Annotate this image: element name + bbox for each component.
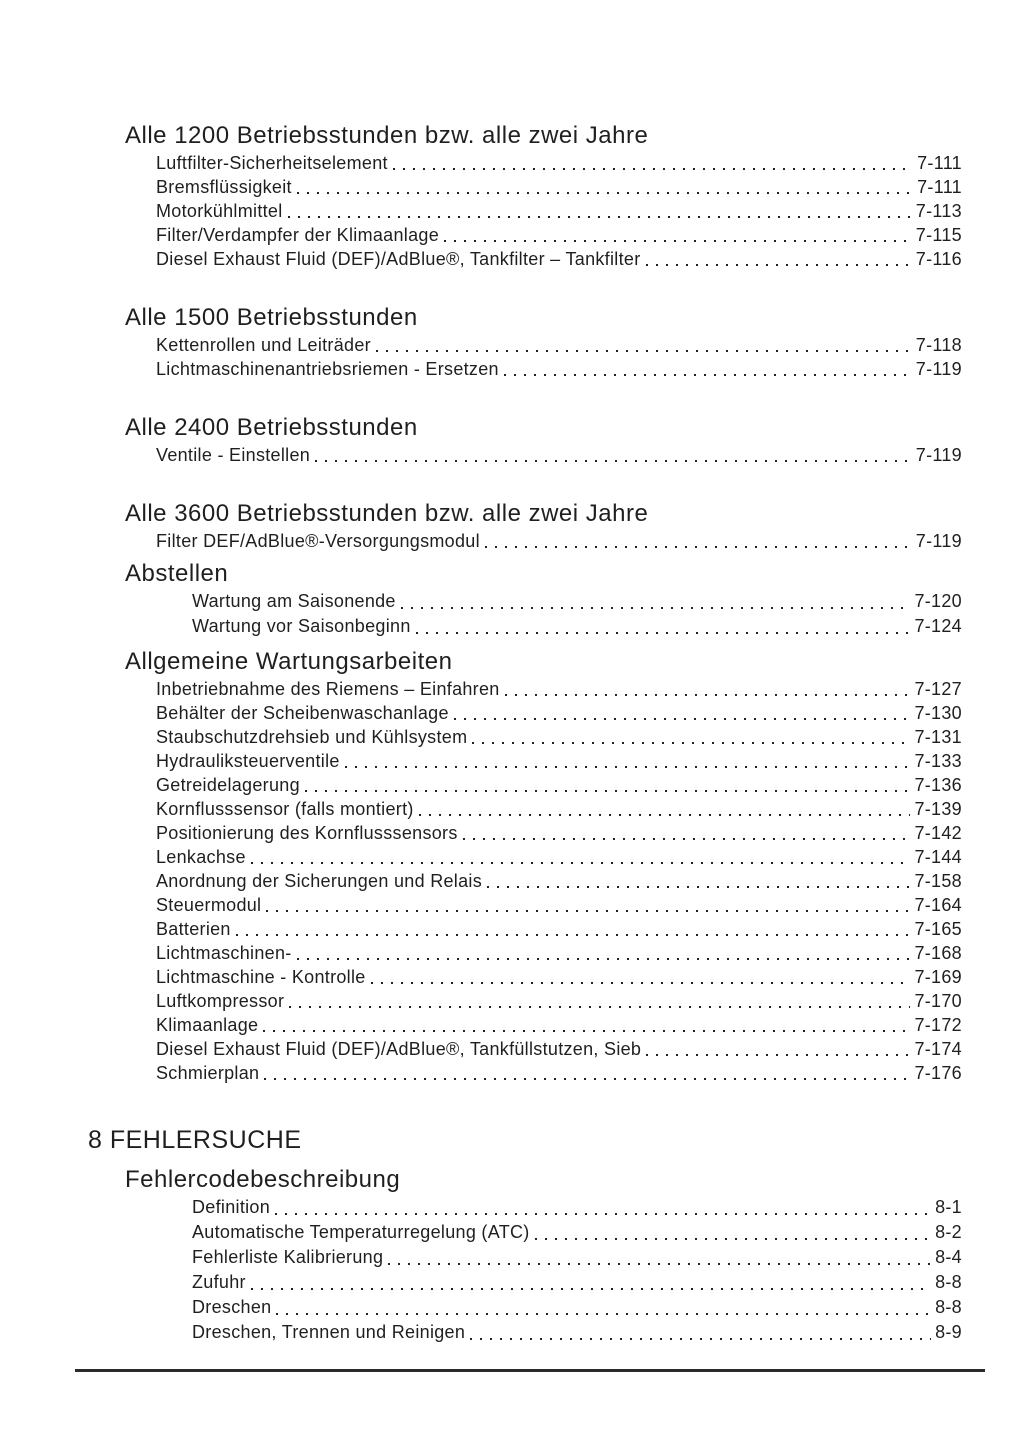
toc-entry-page: 8-4 xyxy=(935,1247,962,1267)
dot-leader xyxy=(251,1288,931,1290)
table-of-contents xyxy=(88,121,962,1345)
toc-entry-page: 8-1 xyxy=(935,1197,962,1217)
dot-leader xyxy=(646,1054,910,1056)
toc-section-alle-1500 xyxy=(88,303,962,381)
toc-entry xyxy=(156,749,962,773)
dot-leader xyxy=(646,264,912,266)
toc-entry-page: 7-119 xyxy=(915,359,962,379)
toc-entry xyxy=(156,797,962,821)
toc-entry-title: Lichtmaschinen- xyxy=(156,943,292,963)
toc-entry-page: 7-130 xyxy=(914,703,962,723)
dot-leader xyxy=(504,374,912,376)
section-heading: Alle 1500 Betriebsstunden xyxy=(125,304,418,331)
toc-entry-title: Staubschutzdrehsieb und Kühlsystem xyxy=(156,727,468,747)
toc-entry-page: 7-170 xyxy=(914,991,962,1011)
toc-entry-page: 7-136 xyxy=(914,775,962,795)
dot-leader xyxy=(275,1213,931,1215)
toc-entry xyxy=(156,989,962,1013)
toc-entry xyxy=(156,917,962,941)
toc-entry-title: Hydrauliksteuerventile xyxy=(156,751,340,771)
toc-entry-title: Anordnung der Sicherungen und Relais xyxy=(156,871,483,891)
toc-entry-page: 8-8 xyxy=(935,1272,962,1292)
toc-entry-title: Lichtmaschinenantriebsriemen - Ersetzen xyxy=(156,359,499,379)
toc-entry-page: 7-119 xyxy=(915,531,962,551)
section-heading: Abstellen xyxy=(125,560,229,587)
toc-entry xyxy=(192,1295,962,1320)
toc-entry xyxy=(192,614,962,639)
dot-leader xyxy=(345,766,911,768)
toc-entry-title: Lichtmaschine - Kontrolle xyxy=(156,967,366,987)
dot-leader xyxy=(263,1030,910,1032)
toc-entry-page: 7-168 xyxy=(914,943,962,963)
toc-entry xyxy=(156,965,962,989)
toc-entry-page: 7-139 xyxy=(914,799,962,819)
dot-leader xyxy=(388,1263,931,1265)
toc-entry-page: 7-124 xyxy=(914,616,962,636)
toc-entry-page: 7-158 xyxy=(914,871,962,891)
toc-entry-page: 7-116 xyxy=(915,249,962,269)
toc-entry-title: Automatische Temperaturregelung (ATC) xyxy=(192,1222,530,1242)
toc-entry xyxy=(156,1013,962,1037)
toc-entry-title: Positionierung des Kornflusssensors xyxy=(156,823,458,843)
dot-leader xyxy=(297,192,913,194)
dot-leader xyxy=(266,910,910,912)
toc-entry-page: 7-174 xyxy=(914,1039,962,1059)
toc-entry-page: 7-119 xyxy=(915,445,962,465)
toc-entry xyxy=(156,941,962,965)
dot-leader xyxy=(401,607,911,609)
toc-entry-title: Filter DEF/AdBlue®-Versorgungsmodul xyxy=(156,531,480,551)
dot-leader xyxy=(315,460,912,462)
toc-entry-title: Kettenrollen und Leiträder xyxy=(156,335,371,355)
dot-leader xyxy=(393,168,913,170)
toc-entry-title: Dreschen xyxy=(192,1297,272,1317)
dot-leader xyxy=(297,958,911,960)
toc-entry-title: Fehlerliste Kalibrierung xyxy=(192,1247,384,1267)
toc-entry-page: 7-115 xyxy=(915,225,962,245)
dot-leader xyxy=(419,814,911,816)
dot-leader xyxy=(251,862,911,864)
section-heading: Alle 2400 Betriebsstunden xyxy=(125,414,418,441)
toc-entry-title: Filter/Verdampfer der Klimaanlage xyxy=(156,225,440,245)
toc-entry xyxy=(192,1195,962,1220)
dot-leader xyxy=(505,694,911,696)
section-heading: Alle 1200 Betriebsstunden bzw. alle zwei Jahre xyxy=(125,122,649,149)
toc-entry-page: 7-127 xyxy=(914,679,962,699)
chapter-heading: 8 FEHLERSUCHE xyxy=(88,1126,302,1154)
toc-entry xyxy=(156,247,962,271)
toc-entry-title: Lenkachse xyxy=(156,847,246,867)
toc-entry-title: Luftfilter-Sicherheitselement xyxy=(156,153,388,173)
toc-section-fehlercodebeschreibung xyxy=(88,1165,962,1345)
toc-entry-page: 8-2 xyxy=(935,1222,962,1242)
dot-leader xyxy=(463,838,911,840)
toc-entry xyxy=(192,589,962,614)
toc-entry xyxy=(156,1037,962,1061)
toc-entry xyxy=(192,1320,962,1345)
toc-entry-title: Diesel Exhaust Fluid (DEF)/AdBlue®, Tankfüllstutzen, Sieb xyxy=(156,1039,642,1059)
dot-leader xyxy=(289,1006,910,1008)
toc-entry-title: Luftkompressor xyxy=(156,991,285,1011)
toc-section-alle-3600 xyxy=(88,499,962,553)
toc-entry-page: 7-113 xyxy=(915,201,962,221)
footer-rule xyxy=(75,1369,985,1372)
dot-leader xyxy=(416,632,911,634)
toc-entry xyxy=(192,1245,962,1270)
toc-entry-page: 7-111 xyxy=(917,177,962,197)
toc-entry xyxy=(156,175,962,199)
toc-entry xyxy=(156,529,962,553)
section-heading: Alle 3600 Betriebsstunden bzw. alle zwei Jahre xyxy=(125,500,649,527)
toc-entry xyxy=(156,223,962,247)
toc-entry-page: 7-176 xyxy=(914,1063,962,1083)
toc-entry-page: 7-118 xyxy=(915,335,962,355)
toc-entry-page: 7-133 xyxy=(914,751,962,771)
dot-leader xyxy=(264,1078,910,1080)
toc-entry-title: Motorkühlmittel xyxy=(156,201,283,221)
toc-entry xyxy=(156,725,962,749)
toc-entry xyxy=(192,1270,962,1295)
toc-entry-title: Steuermodul xyxy=(156,895,262,915)
toc-entry-title: Inbetriebnahme des Riemens – Einfahren xyxy=(156,679,500,699)
dot-leader xyxy=(470,1338,931,1340)
toc-entry-page: 7-165 xyxy=(914,919,962,939)
toc-entry xyxy=(156,701,962,725)
toc-entry-page: 7-169 xyxy=(914,967,962,987)
dot-leader xyxy=(288,216,912,218)
toc-entry-page: 8-8 xyxy=(935,1297,962,1317)
toc-entry xyxy=(156,443,962,467)
toc-entry xyxy=(156,333,962,357)
dot-leader xyxy=(236,934,911,936)
dot-leader xyxy=(535,1238,932,1240)
dot-leader xyxy=(444,240,912,242)
toc-entry xyxy=(156,199,962,223)
dot-leader xyxy=(485,546,912,548)
toc-entry-page: 8-9 xyxy=(935,1322,962,1342)
toc-entry-title: Dreschen, Trennen und Reinigen xyxy=(192,1322,466,1342)
toc-entry-title: Wartung am Saisonende xyxy=(192,591,396,611)
toc-section-abstellen xyxy=(88,559,962,639)
dot-leader xyxy=(371,982,911,984)
dot-leader xyxy=(276,1313,931,1315)
toc-entry-title: Wartung vor Saisonbeginn xyxy=(192,616,411,636)
toc-entry-title: Ventile - Einstellen xyxy=(156,445,311,465)
toc-entry-page: 7-111 xyxy=(917,153,962,173)
toc-section-alle-2400 xyxy=(88,413,962,467)
toc-entry-title: Batterien xyxy=(156,919,231,939)
toc-entry-title: Klimaanlage xyxy=(156,1015,259,1035)
toc-entry-title: Behälter der Scheibenwaschanlage xyxy=(156,703,449,723)
toc-entry-title: Getreidelagerung xyxy=(156,775,300,795)
toc-entry xyxy=(156,893,962,917)
toc-entry xyxy=(156,773,962,797)
section-heading: Allgemeine Wartungsarbeiten xyxy=(125,648,453,675)
toc-entry xyxy=(192,1220,962,1245)
toc-entry-title: Zufuhr xyxy=(192,1272,246,1292)
dot-leader xyxy=(454,718,911,720)
toc-entry-page: 7-144 xyxy=(914,847,962,867)
toc-section-allgemeine-wartungsarbeiten xyxy=(88,647,962,1085)
toc-entry-page: 7-131 xyxy=(914,727,962,747)
toc-entry-page: 7-164 xyxy=(914,895,962,915)
toc-entry xyxy=(156,151,962,175)
toc-entry xyxy=(156,1061,962,1085)
toc-entry xyxy=(156,357,962,381)
dot-leader xyxy=(487,886,910,888)
toc-entry-page: 7-172 xyxy=(914,1015,962,1035)
dot-leader xyxy=(305,790,911,792)
toc-section-alle-1200 xyxy=(88,121,962,271)
dot-leader xyxy=(376,350,912,352)
toc-section-fehlersuche xyxy=(88,1123,962,1157)
toc-entry xyxy=(156,677,962,701)
toc-entry-title: Kornflusssensor (falls montiert) xyxy=(156,799,414,819)
toc-entry xyxy=(156,845,962,869)
toc-entry-page: 7-120 xyxy=(914,591,962,611)
toc-entry-title: Diesel Exhaust Fluid (DEF)/AdBlue®, Tankfilter – Tankfilter xyxy=(156,249,641,269)
toc-entry-page: 7-142 xyxy=(914,823,962,843)
section-heading: Fehlercodebeschreibung xyxy=(125,1166,401,1193)
toc-entry-title: Schmierplan xyxy=(156,1063,260,1083)
toc-entry-title: Definition xyxy=(192,1197,271,1217)
toc-entry-title: Bremsflüssigkeit xyxy=(156,177,292,197)
dot-leader xyxy=(472,742,910,744)
toc-entry xyxy=(156,869,962,893)
toc-entry xyxy=(156,821,962,845)
